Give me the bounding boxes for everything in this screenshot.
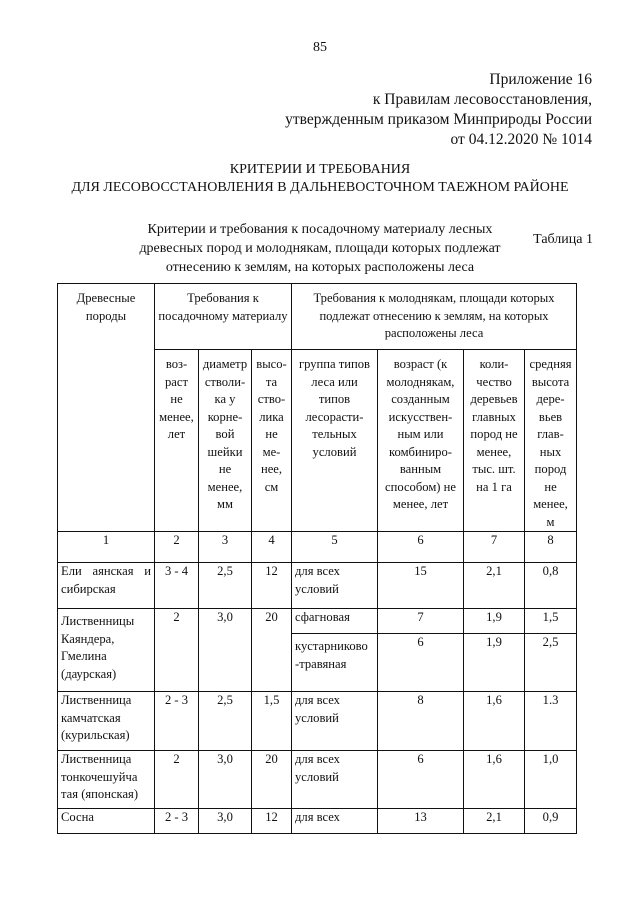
column-number: 2 xyxy=(155,532,199,563)
diameter-cell: 2,5 xyxy=(199,692,252,751)
species-cell: Лиственница камчатская (курильская) xyxy=(58,692,155,751)
forest-type-cell: для всех условий xyxy=(292,692,378,751)
height-cell: 12 xyxy=(252,563,292,609)
document-title xyxy=(0,161,640,197)
count-cell: 2,1 xyxy=(464,809,525,834)
avg-height-cell: 1.3 xyxy=(525,692,577,751)
appendix-line: к Правилам лесовосстановления, xyxy=(372,91,592,108)
diameter-cell: 3,0 xyxy=(199,751,252,809)
table-label: Таблица 1 xyxy=(533,232,593,247)
header-young-age: возраст (к молоднякам, созданным искусствен- ным или комбиниро- ванным способом) не менее, лет xyxy=(378,350,464,532)
height-cell: 20 xyxy=(252,609,292,692)
table-row xyxy=(58,692,577,751)
age-cell: 2 xyxy=(155,751,199,809)
young-age-cell: 6 xyxy=(378,751,464,809)
column-number: 5 xyxy=(292,532,378,563)
young-age-cell: 7 xyxy=(378,609,464,634)
diameter-cell: 3,0 xyxy=(199,609,252,692)
title-line: ДЛЯ ЛЕСОВОССТАНОВЛЕНИЯ В ДАЛЬНЕВОСТОЧНОМ ТАЕЖНОМ РАЙОНЕ xyxy=(71,180,569,195)
count-cell: 2,1 xyxy=(464,563,525,609)
diameter-cell: 3,0 xyxy=(199,809,252,834)
header-age: воз- раст не менее, лет xyxy=(155,350,199,532)
diameter-cell: 2,5 xyxy=(199,563,252,609)
criteria-table xyxy=(57,283,577,834)
species-cell: Лиственница тонкочешуйча тая (японская) xyxy=(58,751,155,809)
young-age-cell: 15 xyxy=(378,563,464,609)
column-number: 7 xyxy=(464,532,525,563)
appendix-line: от 04.12.2020 № 1014 xyxy=(450,131,592,148)
column-number: 4 xyxy=(252,532,292,563)
table-caption xyxy=(0,220,640,277)
height-cell: 1,5 xyxy=(252,692,292,751)
forest-type-cell: для всех условий xyxy=(292,563,378,609)
column-number: 6 xyxy=(378,532,464,563)
page-number: 85 xyxy=(313,40,327,55)
column-number: 1 xyxy=(58,532,155,563)
species-cell: Сосна xyxy=(58,809,155,834)
height-cell: 12 xyxy=(252,809,292,834)
header-diameter: диаметр стволи- ка у корне- вой шейки не менее, мм xyxy=(199,350,252,532)
header-height: высо- та ство- лика не ме- нее, см xyxy=(252,350,292,532)
caption-line: Критерии и требования к посадочному материалу лесных xyxy=(147,222,493,237)
table-row xyxy=(58,609,577,634)
avg-height-cell: 1,5 xyxy=(525,609,577,634)
header-species: Древесные породы xyxy=(58,284,155,532)
height-cell: 20 xyxy=(252,751,292,809)
forest-type-cell: для всех условий xyxy=(292,751,378,809)
header-forest-type: группа типов леса или типов лесорасти- тельных условий xyxy=(292,350,378,532)
table-row xyxy=(58,751,577,809)
age-cell: 2 - 3 xyxy=(155,809,199,834)
column-numbers-row xyxy=(58,532,577,563)
species-cell: Ели аянская и сибирская xyxy=(58,563,155,609)
forest-type-cell: сфагновая xyxy=(292,609,378,634)
header-planting-material: Требования к посадочному материалу xyxy=(155,284,292,350)
table-row xyxy=(58,809,577,834)
species-cell: Лиственницы Каяндера, Гмелина (даурская) xyxy=(58,609,155,692)
header-average-height: средняя высота дере- вьев глав- ных пород не менее, м xyxy=(525,350,577,532)
avg-height-cell: 2,5 xyxy=(525,634,577,692)
count-cell: 1,9 xyxy=(464,634,525,692)
avg-height-cell: 1,0 xyxy=(525,751,577,809)
avg-height-cell: 0,8 xyxy=(525,563,577,609)
header-tree-count: коли- чество деревьев главных пород не менее, тыс. шт. на 1 га xyxy=(464,350,525,532)
appendix-block xyxy=(285,70,592,150)
young-age-cell: 13 xyxy=(378,809,464,834)
age-cell: 2 xyxy=(155,609,199,692)
appendix-line: Приложение 16 xyxy=(489,71,592,88)
count-cell: 1,9 xyxy=(464,609,525,634)
appendix-line: утвержденным приказом Минприроды России xyxy=(285,111,592,128)
count-cell: 1,6 xyxy=(464,751,525,809)
column-number: 8 xyxy=(525,532,577,563)
forest-type-cell: для всех xyxy=(292,809,378,834)
table-row xyxy=(58,563,577,609)
young-age-cell: 6 xyxy=(378,634,464,692)
young-age-cell: 8 xyxy=(378,692,464,751)
age-cell: 2 - 3 xyxy=(155,692,199,751)
forest-type-cell: кустарниково -травяная xyxy=(292,634,378,692)
caption-line: древесных пород и молоднякам, площади которых подлежат xyxy=(139,241,501,256)
age-cell: 3 - 4 xyxy=(155,563,199,609)
title-line: КРИТЕРИИ И ТРЕБОВАНИЯ xyxy=(229,162,411,177)
column-number: 3 xyxy=(199,532,252,563)
caption-line: отнесению к землям, на которых расположены леса xyxy=(165,260,475,275)
header-young-stands: Требования к молоднякам, площади которых подлежат отнесению к землям, на которых расположены леса xyxy=(292,284,577,350)
count-cell: 1,6 xyxy=(464,692,525,751)
avg-height-cell: 0,9 xyxy=(525,809,577,834)
